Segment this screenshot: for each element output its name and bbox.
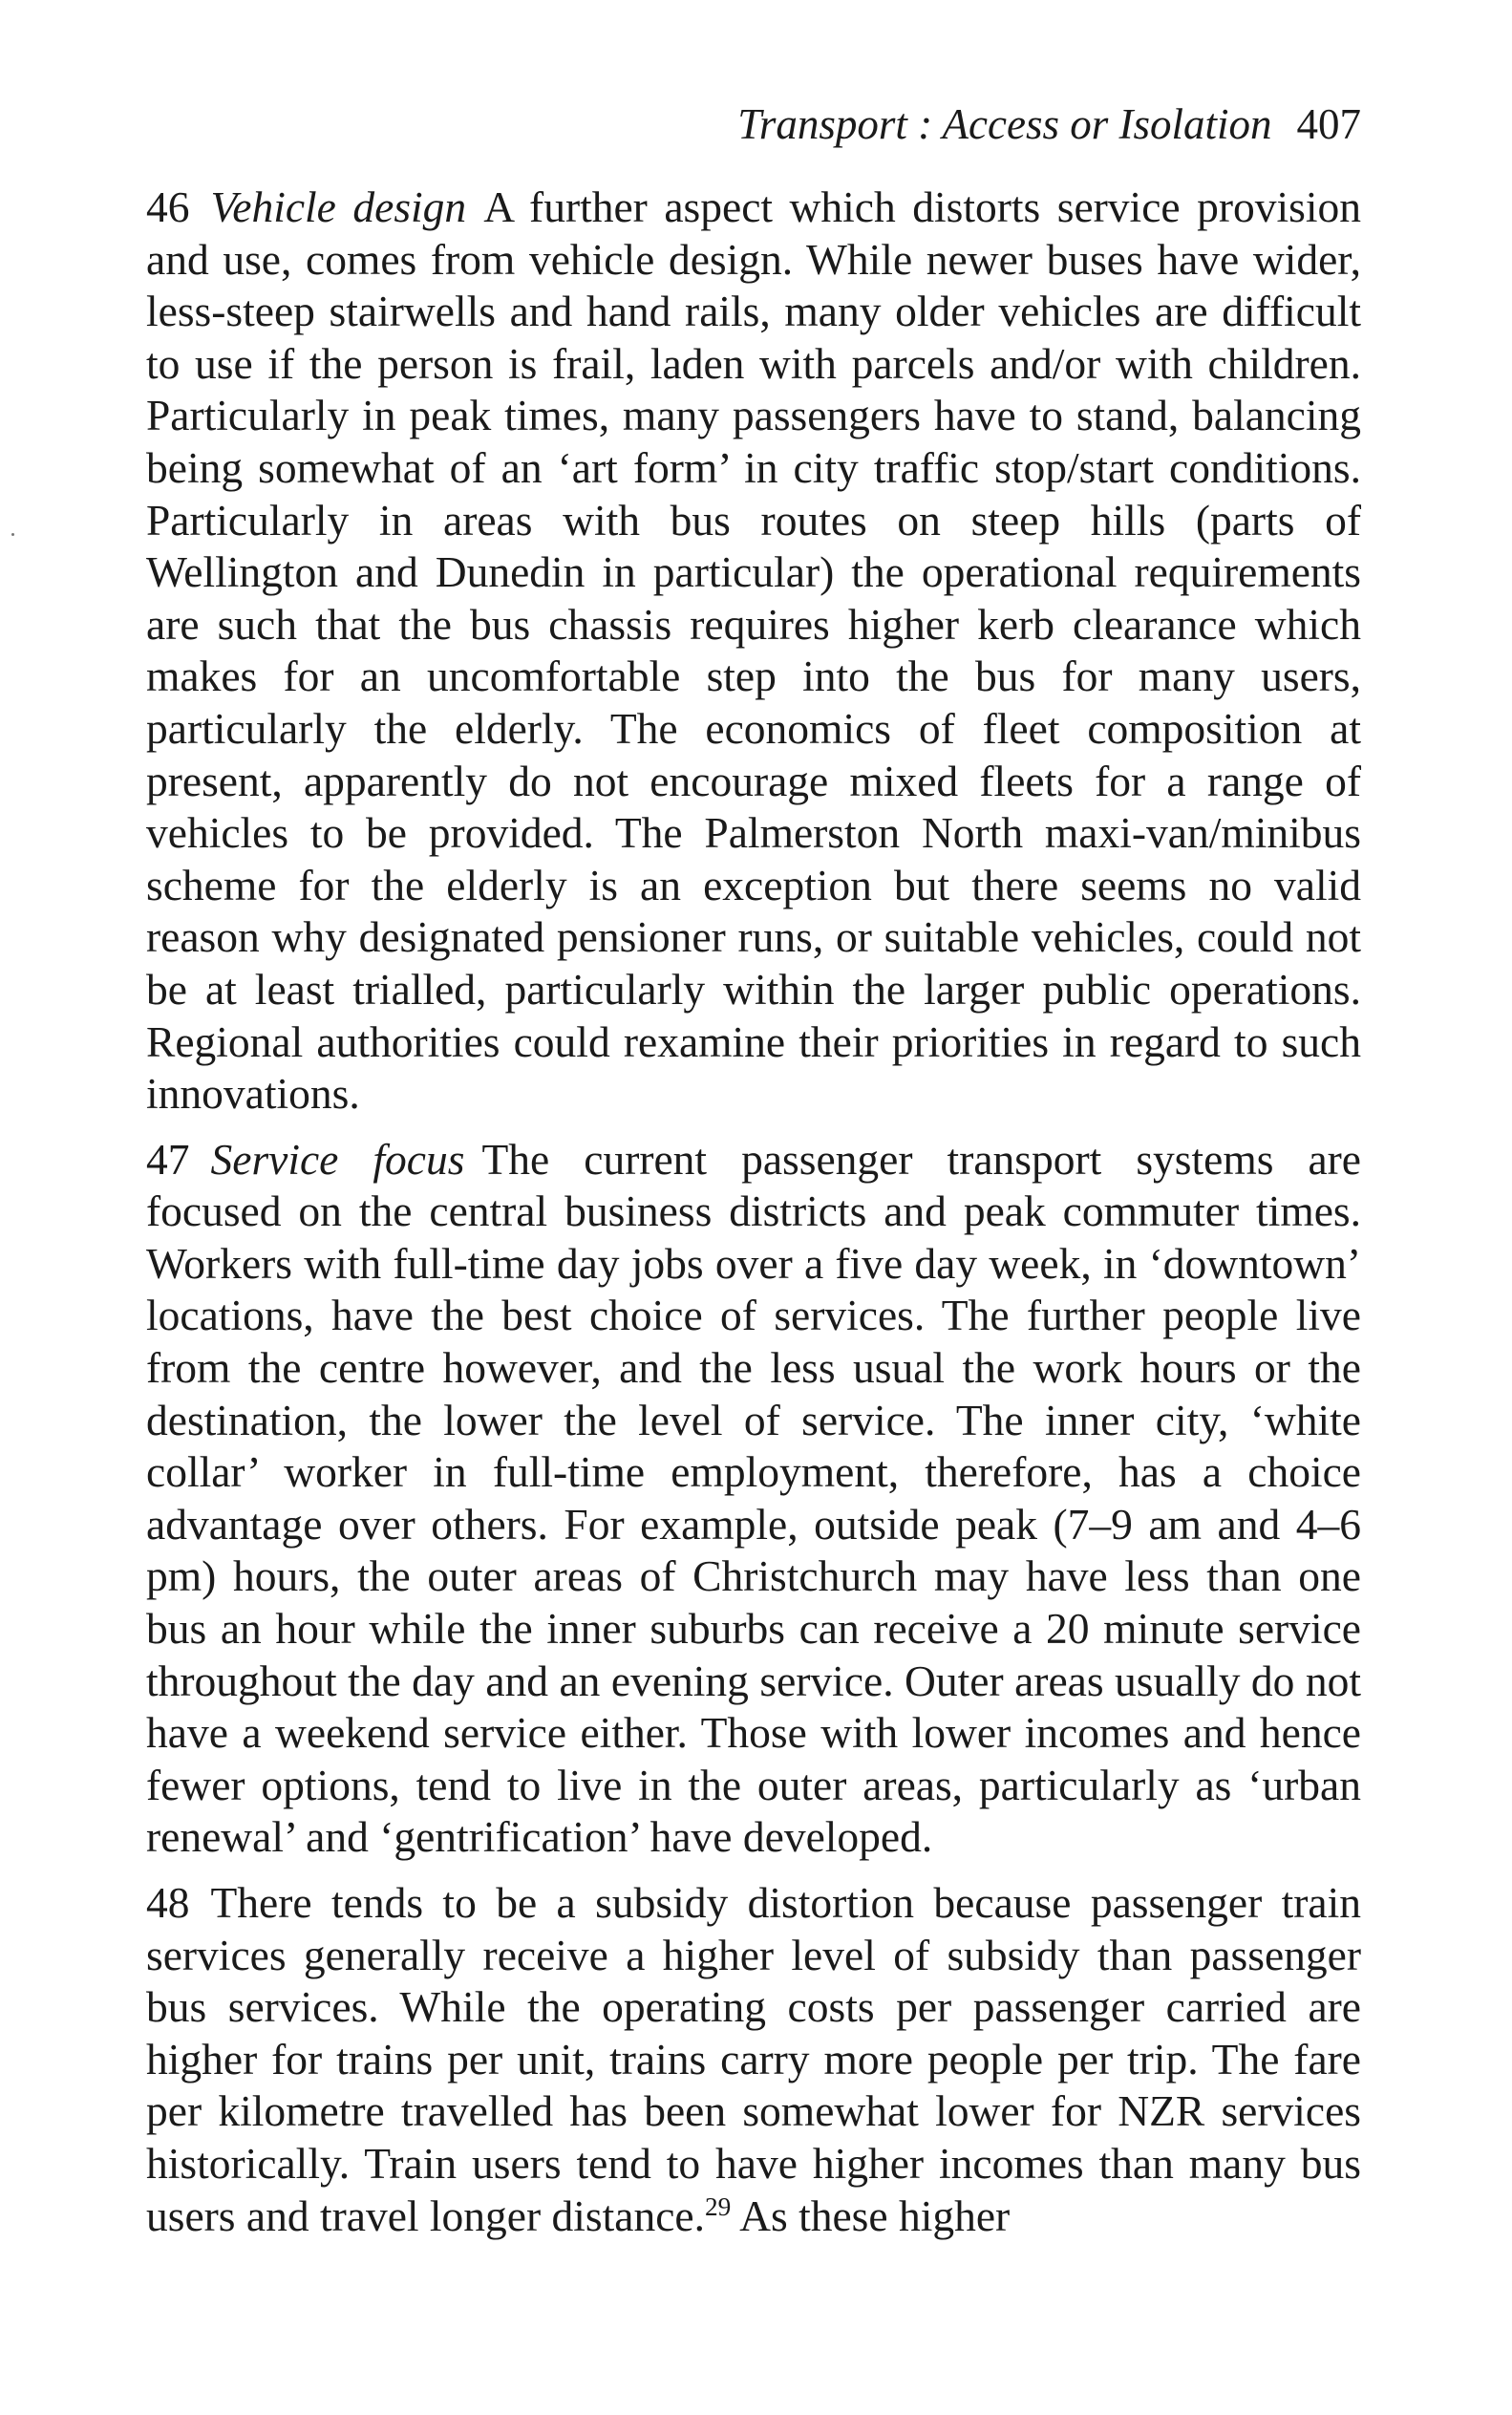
margin-mark <box>11 533 14 536</box>
paragraph-number: 46 <box>146 182 190 231</box>
running-head-title: Transport : Access or Isolation <box>737 100 1272 148</box>
paragraph-48 <box>146 1877 1361 2242</box>
page-number: 407 <box>1296 100 1361 148</box>
body-text <box>146 182 1361 2255</box>
running-head <box>737 96 1361 153</box>
paragraph-text: A further aspect which distorts service provision and use, comes from vehicle design. While newer buses have wider, less-steep stairwells and hand rails, many older vehicles are difficult to use if the person is frail, laden with parcels and/or with children. Particularly in peak times, many passengers have to stand, balancing being somewhat of an ‘art form’ in city traffic stop/start conditions. Particularly in areas with bus routes on steep hills (parts of Wellington and Dunedin in particular) the operational requirements are such that the bus chassis requires higher kerb clearance which makes for an uncomfortable step into the bus for many users, particularly the elderly. The economics of fleet composition at present, apparently do not encourage mixed fleets for a range of vehicles to be provided. The Palmerston North maxi-van/minibus scheme for the elderly is an exception but there seems no valid reason why designated pensioner runs, or suitable vehicles, could not be at least trialled, particularly within the larger public operations. Regional authorities could rexamine their priorities in regard to such innovations. <box>146 182 1361 1119</box>
paragraph-heading: Service focus <box>210 1134 465 1184</box>
paragraph-number: 47 <box>146 1134 190 1184</box>
paragraph-text-continued: As these higher <box>739 2191 1011 2240</box>
paragraph-heading: Vehicle design <box>210 182 467 231</box>
paragraph-text: The current passenger transport systems are focused on the central business districts and peak commuter times. Workers with full-time day jobs over a five day week, in ‘downtown’ locations, have the best choice of services. The further people live from the centre however, and the less usual the work hours or the destination, the lower the level of service. The inner city, ‘white collar’ worker in full-time employment, therefore, has a choice advantage over others. For example, outside peak (7–9 am and 4–6 pm) hours, the outer areas of Christchurch may have less than one bus an hour while the inner suburbs can receive a 20 minute service throughout the day and an evening service. Outer areas usually do not have a weekend service either. Those with lower incomes and hence fewer options, tend to live in the outer areas, particularly as ‘urban renewal’ and ‘gentrification’ have developed. <box>146 1134 1362 1862</box>
footnote-reference[interactable]: 29 <box>704 2191 732 2221</box>
paragraph-47 <box>146 1134 1361 1864</box>
paragraph-text: There tends to be a subsidy distortion because passenger train services generally receive a higher level of subsidy than passenger bus services. While the operating costs per passenger carried are higher for trains per unit, trains carry more people per trip. The fare per kilometre travelled has been somewhat lower for NZR services historically. Train users tend to have higher incomes than many bus users and travel longer distance. <box>146 1878 1361 2240</box>
paragraph-46 <box>146 182 1361 1121</box>
paragraph-number: 48 <box>146 1878 190 1927</box>
